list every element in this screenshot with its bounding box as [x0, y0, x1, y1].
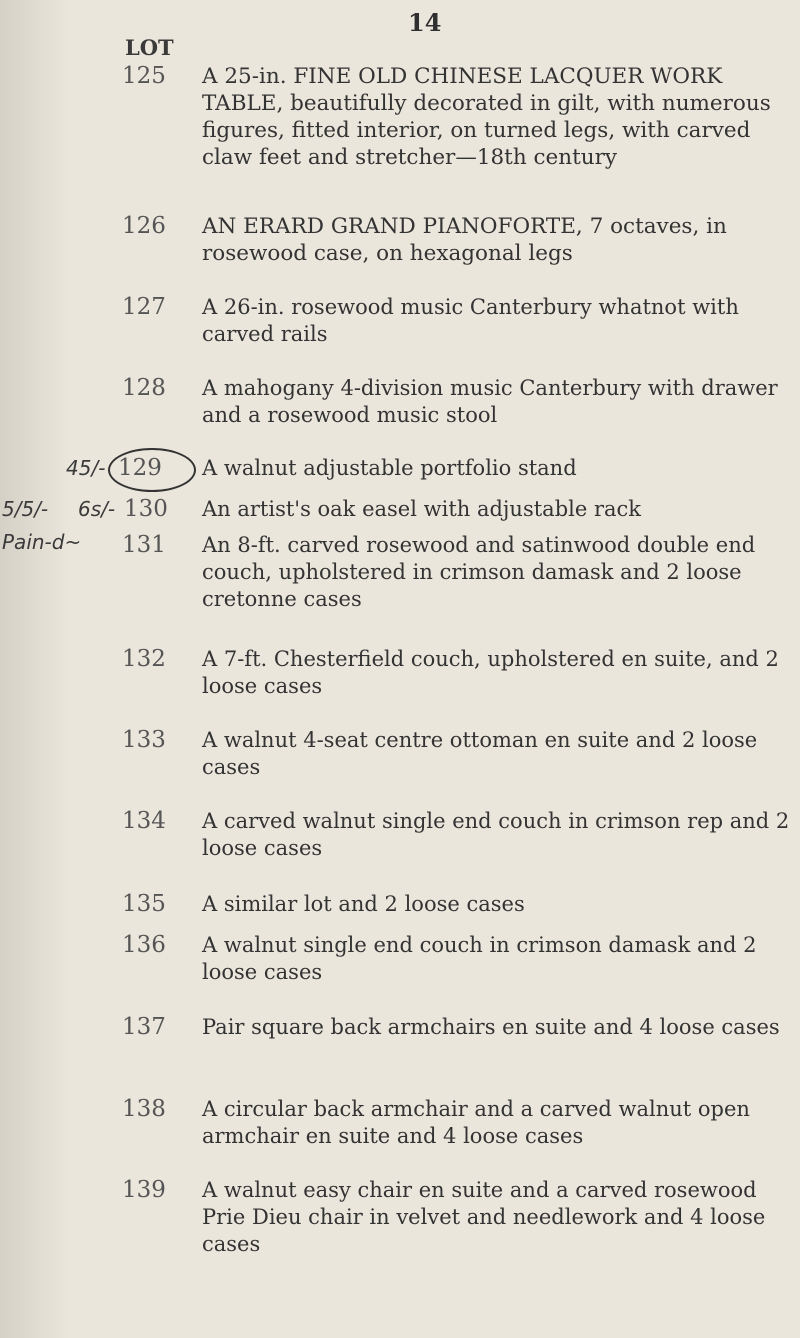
page-edge-shadow [0, 0, 70, 1338]
lot-description: A circular back armchair and a carved walnut open armchair en suite and 4 loose cases [202, 1097, 750, 1148]
handwritten-price-130: 6s/- [78, 497, 116, 521]
handwritten-buyer-name: Pain-d~ [2, 530, 82, 554]
lot-number: 137 [122, 1014, 166, 1040]
lot-description: A carved walnut single end couch in crimson rep and 2 loose cases [202, 809, 790, 860]
lot-description: A mahogany 4-division music Canterbury with drawer and a rosewood music stool [202, 376, 778, 427]
lot-number: 134 [122, 808, 166, 834]
lot-description: A walnut 4-seat centre ottoman en suite and 2 loose cases [202, 728, 758, 779]
lot-description: Pair square back armchairs en suite and 4 loose cases [202, 1015, 780, 1039]
lot-number: 128 [122, 375, 166, 401]
lot-number: 132 [122, 646, 166, 672]
lot-description: A walnut adjustable portfolio stand [202, 456, 577, 480]
lot-description: A 26-in. rosewood music Canterbury whatnot with carved rails [202, 295, 739, 346]
lot-number: 139 [122, 1177, 166, 1203]
handwritten-price-129: 45/- [66, 456, 106, 480]
lot-number: 127 [122, 294, 166, 320]
lot-number: 138 [122, 1096, 166, 1122]
handwritten-circle-mark [108, 448, 196, 492]
lot-description: A walnut easy chair en suite and a carved rosewood Prie Dieu chair in velvet and needlework and 4 loose cases [202, 1178, 766, 1256]
page-number: 14 [408, 8, 442, 37]
lot-description: An artist's oak easel with adjustable rack [202, 497, 642, 521]
lot-number: 135 [122, 891, 166, 917]
lot-description: A walnut single end couch in crimson damask and 2 loose cases [202, 933, 757, 984]
handwritten-price-left: 5/5/- [2, 497, 49, 521]
lot-description: A similar lot and 2 loose cases [202, 892, 525, 916]
lot-number: 126 [122, 213, 166, 239]
lot-description: A 7-ft. Chesterfield couch, upholstered en suite, and 2 loose cases [202, 647, 779, 698]
lot-description: A 25-in. FINE OLD CHINESE LACQUER WORK TABLE, beautifully decorated in gilt, with numerous figures, fitted interior, on turned legs, with carved claw feet and stretcher—18th century [202, 64, 771, 170]
lot-number: 133 [122, 727, 166, 753]
lot-number: 136 [122, 932, 166, 958]
lot-description: An 8-ft. carved rosewood and satinwood double end couch, upholstered in crimson damask and 2 loose cretonne cases [202, 533, 756, 611]
lot-number: 129 [118, 455, 162, 481]
lot-number: 130 [124, 496, 168, 522]
lot-number: 125 [122, 63, 166, 89]
lot-description: AN ERARD GRAND PIANOFORTE, 7 octaves, in rosewood case, on hexagonal legs [202, 214, 727, 266]
lot-number: 131 [122, 532, 166, 558]
lot-column-heading: LOT [125, 35, 174, 60]
